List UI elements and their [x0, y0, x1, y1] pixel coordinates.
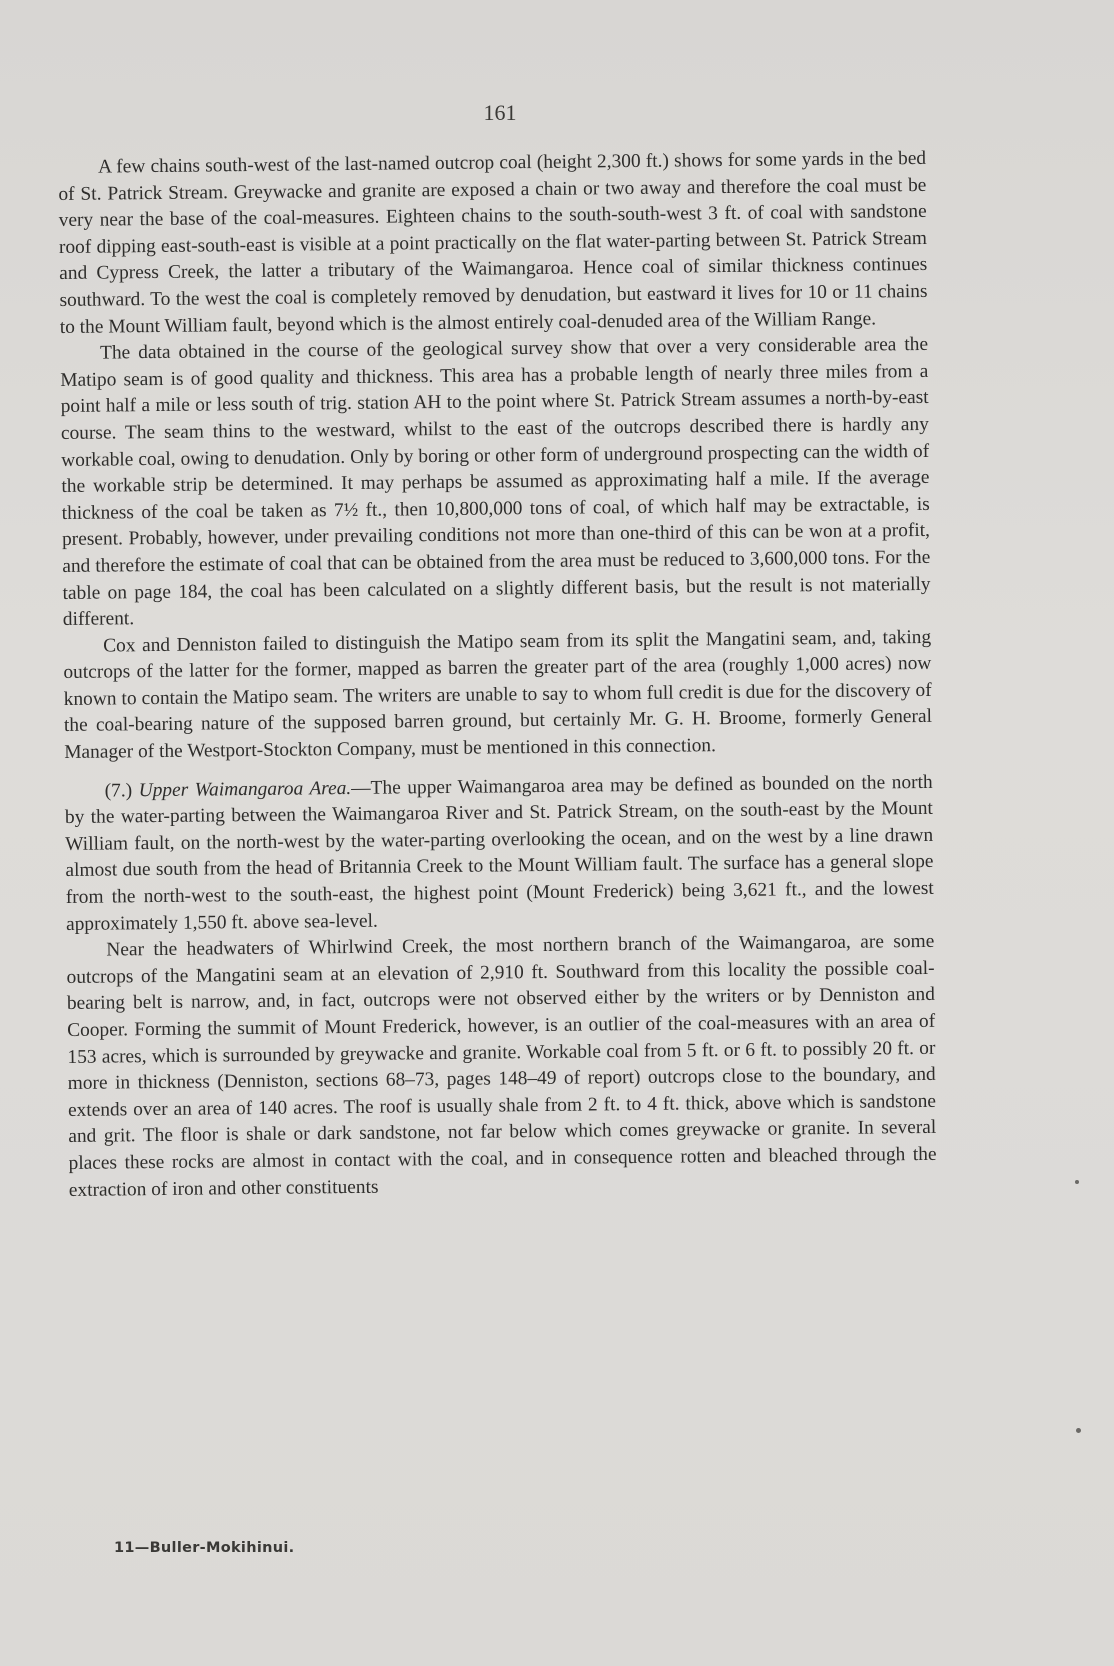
section-paragraph-1 — [65, 770, 935, 939]
paragraph-2: The data obtained in the course of the geological survey show that over a very considerable area the Matipo seam is of good quality and thickness. This area has a probable length of nearly three miles from a point half a mile or less south of trig. station AH to the point where St. Patrick Stream assumes a north-by-east course. The seam thins to the westward, whilst to the east of the outcrops described there is hardly any workable coal, owing to denudation. Only by boring or other form of underground prospecting can the width of the workable strip be determined. It may perhaps be assumed as approximating half a mile. If the average thickness of the coal be taken as 7½ ft., then 10,800,000 tons of coal, of which half may be extractable, is present. Probably, however, under prevailing conditions not more than one-third of this can be won at a profit, and therefore the estimate of coal that can be obtained from the area must be reduced to 3,600,000 tons. For the table on page 184, the coal has been calculated on a slightly different basis, but the result is not materially different. — [60, 334, 931, 631]
section-dash: — — [351, 777, 371, 799]
page-number: 161 — [483, 100, 517, 125]
section-text: The upper Waimangaroa area may be defined as bounded on the north by the water-parting between the Waimangaroa River and St. Patrick Stream, on the south-east by the Mount William fault, on the north-west by the water-parting overlooking the ocean, and on the west by a line drawn almost due south from the head of Britannia Creek to the Mount William fault. The surface has a general slope from the north-west to the south-east, the highest point (Mount Frederick) being 3,621 ft., and the lowest approximately 1,550 ft. above sea-level. — [64, 771, 934, 935]
scan-speck — [1076, 1428, 1081, 1433]
section-paragraph-2: Near the headwaters of Whirlwind Creek, the most northern branch of the Waimangaroa, are some outcrops of the Mangatini seam at an elevation of 2,910 ft. Southward from this locality the possible coal-bearing belt is narrow, and, in fact, outcrops were not observed either by the writers or by Denniston and Cooper. Forming the summit of Mount Frederick, however, is an outlier of the coal-measures with an area of 153 acres, which is surrounded by greywacke and granite. Workable coal from 5 ft. or 6 ft. to possibly 20 ft. or more in thickness (Denniston, sections 68–73, pages 148–49 of report) outcrops close to the boundary, and extends over an area of 140 acres. The roof is usually shale from 2 ft. to 4 ft. thick, above which is sandstone and grit. The floor is shale or dark sandstone, not far below which comes greywacke or granite. In several places these rocks are almost in contact with the coal, and in consequence rotten and bleached through the extraction of iron and other constituents — [66, 931, 937, 1201]
footer-signature: 11—Buller-Mokihinui. — [114, 1540, 295, 1556]
body-text — [58, 146, 937, 1204]
scan-speck — [1075, 1180, 1079, 1184]
paragraph-3: Cox and Denniston failed to distinguish the Matipo seam from its split the Mangatini seam, and, taking outcrops of the latter for the former, mapped as barren the greater part of the area (roughly 1,000 acres) now known to contain the Matipo seam. The writers are unable to say to whom full credit is due for the discovery of the coal-bearing nature of the supposed barren ground, but certainly Mr. G. H. Broome, formerly General Manager of the Westport-Stockton Company, must be mentioned in this connection. — [63, 626, 933, 764]
section-title: Upper Waimangaroa Area. — [138, 777, 352, 801]
paragraph-1: A few chains south-west of the last-named outcrop coal (height 2,300 ft.) shows for some yards in the bed of St. Patrick Stream. Greywacke and granite are exposed a chain or two away and therefore the coal must be very near the base of the coal-measures. Eighteen chains to the south-south-west 3 ft. of coal with sandstone roof dipping east-south-east is visible at a point practically on the flat water-parting between St. Patrick Stream and Cypress Creek, the latter a tributary of the Waimangaroa. Hence coal of similar thickness continues southward. To the west the coal is completely removed by denudation, but eastward it lives for 10 or 11 chains to the Mount William fault, beyond which is the almost entirely coal-denuded area of the William Range. — [58, 147, 928, 338]
section-number: (7.) — [104, 779, 133, 802]
